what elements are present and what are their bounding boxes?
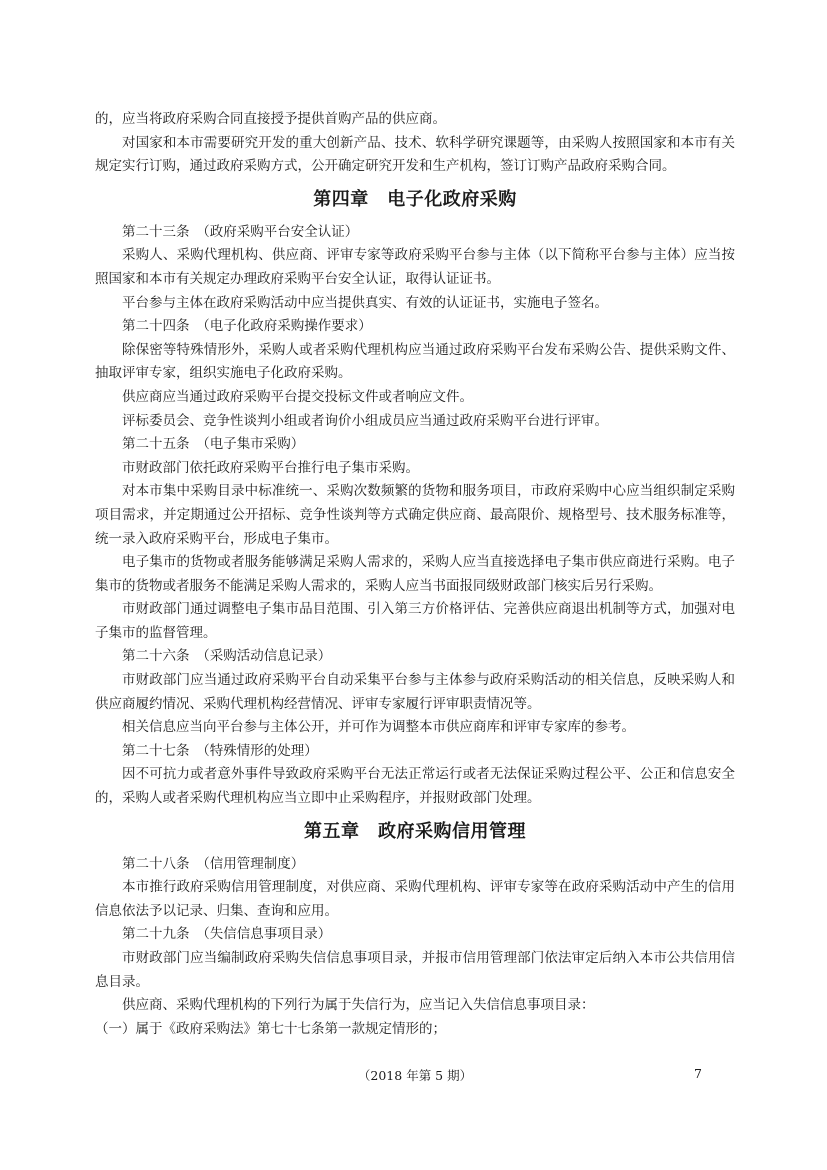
list-item: （一）属于《政府采购法》第七十七条第一款规定情形的； [95,1020,446,1037]
paragraph: 相关信息应当向平台参与主体公开，并可作为调整本市供应商库和评审专家库的参考。 [122,719,635,736]
paragraph: 对本市集中采购目录中标准统一、采购次数频繁的货物和服务项目，市政府采购中心应当组织制定采购项目需求，并定期通过公开招标、竞争性谈判等方式确定供应商、最高限价、规格型号、技术服务标准等，统一录入政府采购平台，形成电子集市。 [95,483,735,547]
paragraph: 供应商应当通过政府采购平台提交投标文件或者响应文件。 [122,388,473,405]
paragraph: 市财政部门通过调整电子集市品目范围、引入第三方价格评估、完善供应商退出机制等方式，加强对电子集市的监督管理。 [95,601,735,641]
article-heading-25: 第二十五条 （电子集市采购） [122,436,305,453]
paragraph: 因不可抗力或者意外事件导致政府采购平台无法正常运行或者无法保证采购过程公平、公正和信息安全的，采购人或者采购代理机构应当立即中止采购程序，并报财政部门处理。 [95,766,735,807]
paragraph: 除保密等特殊情形外，采购人或者采购代理机构应当通过政府采购平台发布采购公告、提供采购文件、抽取评审专家，组织实施电子化政府采购。 [95,341,735,382]
article-heading-27: 第二十七条 （特殊情形的处理） [122,742,318,759]
article-heading-24: 第二十四条 （电子化政府采购操作要求） [122,318,372,335]
article-heading-26: 第二十六条 （采购活动信息记录） [122,648,332,665]
issue-label: （2018 年第 5 期） [357,1068,473,1083]
paragraph: 本市推行政府采购信用管理制度，对供应商、采购代理机构、评审专家等在政府采购活动中产生的信用信息依法予以记录、归集、查询和应用。 [95,879,735,919]
paragraph: 采购人、采购代理机构、供应商、评审专家等政府采购平台参与主体（以下简称平台参与主体）应当按照国家和本市有关规定办理政府采购平台安全认证，取得认证证书。 [95,247,735,287]
paragraph: 市财政部门应当编制政府采购失信信息事项目录，并报市信用管理部门依法审定后纳入本市公共信用信息目录。 [95,950,735,990]
paragraph: 平台参与主体在政府采购活动中应当提供真实、有效的认证证书，实施电子签名。 [122,294,608,311]
document-body [95,108,735,1041]
paragraph: 评标委员会、竞争性谈判小组或者询价小组成员应当通过政府采购平台进行评审。 [122,412,608,429]
article-heading-29: 第二十九条 （失信信息事项目录） [122,926,332,943]
paragraph: 供应商、采购代理机构的下列行为属于失信行为，应当记入失信信息事项目录： [122,997,595,1014]
paragraph: 对国家和本市需要研究开发的重大创新产品、技术、软科学研究课题等，由采购人按照国家和本市有关规定实行订购，通过政府采购方式，公开确定研究开发和生产机构，签订订购产品政府采购合同。 [95,134,735,175]
article-heading-28: 第二十八条 （信用管理制度） [122,855,305,872]
page-number: 7 [694,1066,702,1081]
paragraph: 的，应当将政府采购合同直接授予提供首购产品的供应商。 [95,111,446,127]
paragraph: 电子集市的货物或者服务能够满足采购人需求的，采购人应当直接选择电子集市供应商进行采购。电子集市的货物或者服务不能满足采购人需求的，采购人应当书面报同级财政部门核实后另行采购。 [95,554,735,594]
chapter-5-title: 第五章 政府采购信用管理 [304,820,526,842]
paragraph: 市财政部门依托政府采购平台推行电子集市采购。 [122,459,419,476]
paragraph: 市财政部门应当通过政府采购平台自动采集平台参与主体参与政府采购活动的相关信息，反映采购人和供应商履约情况、采购代理机构经营情况、评审专家履行评审职责情况等。 [95,672,735,712]
article-heading-23: 第二十三条 （政府采购平台安全认证） [122,223,359,240]
chapter-4-title: 第四章 电子化政府采购 [313,188,517,210]
